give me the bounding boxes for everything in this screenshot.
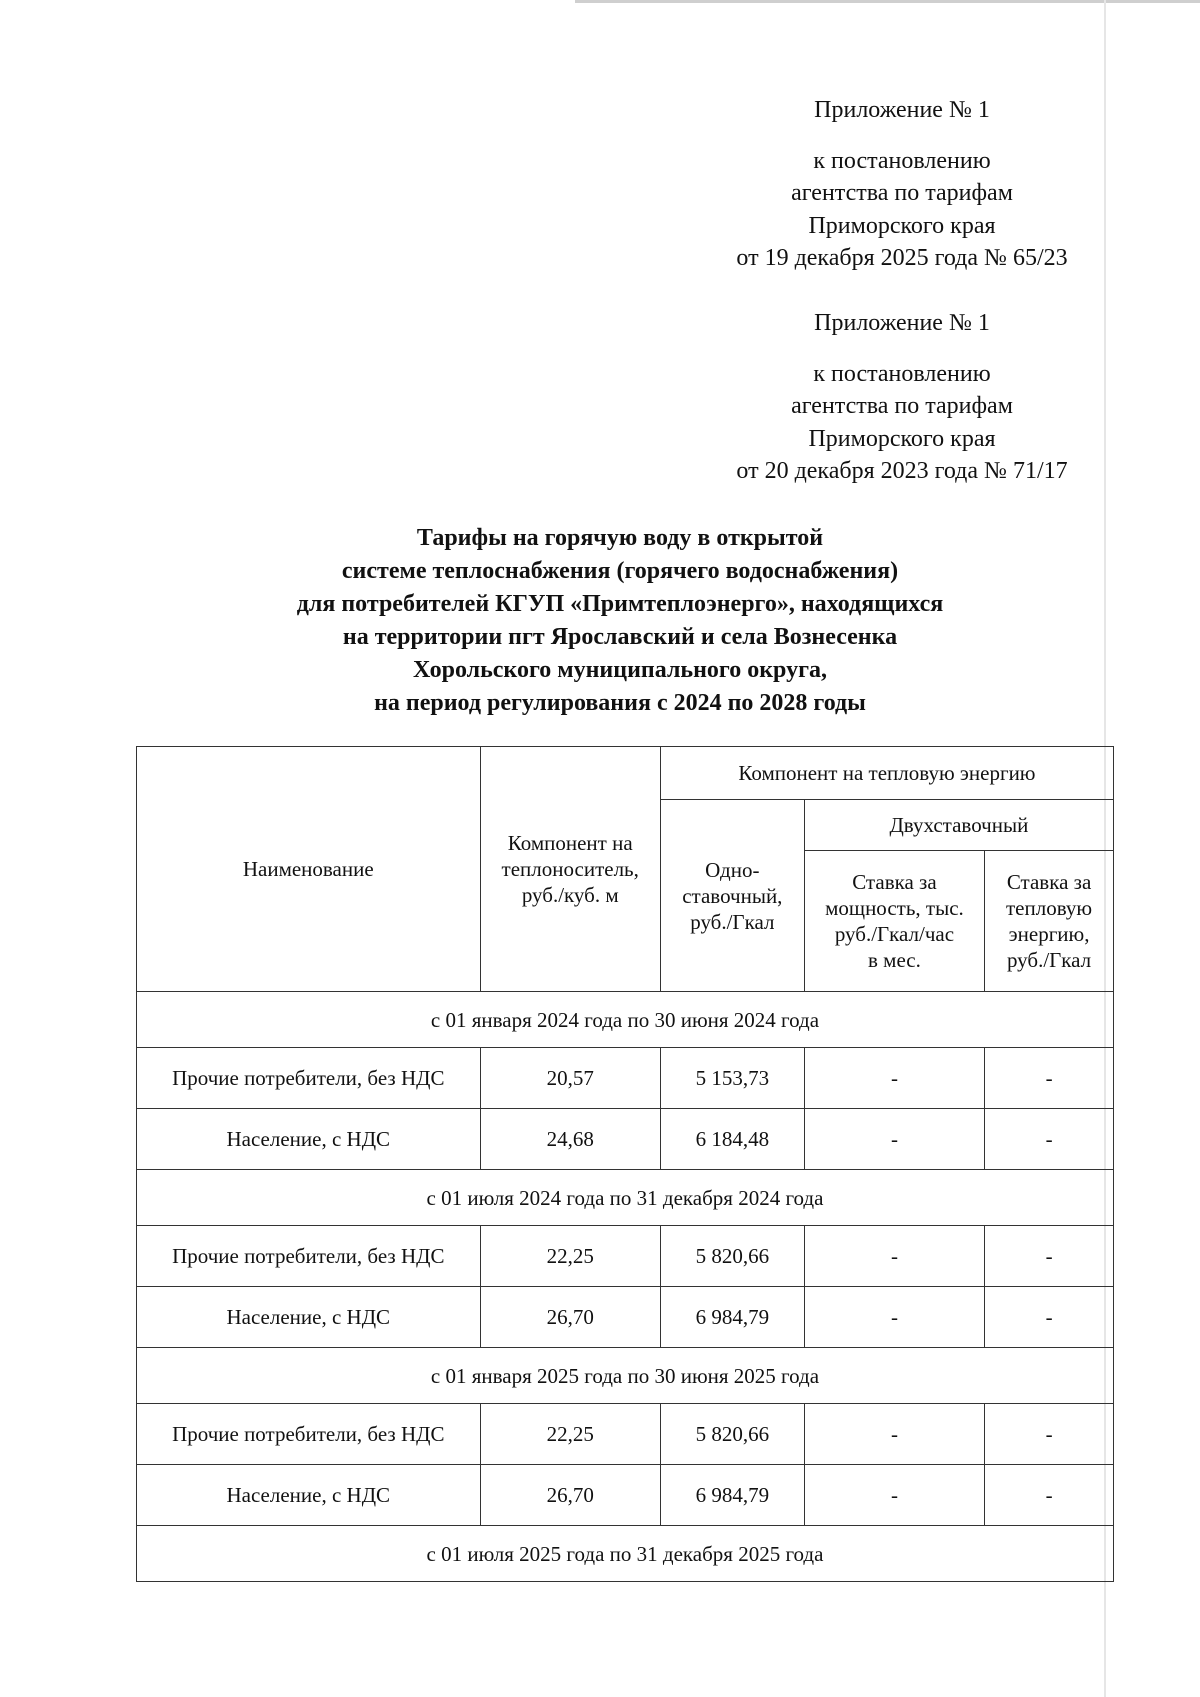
header-heat-line: энергию,: [1008, 922, 1090, 946]
period-label: с 01 июля 2024 года по 31 декабря 2024 года: [137, 1170, 1114, 1226]
row-name: Прочие потребители, без НДС: [137, 1048, 481, 1109]
header-power-rate: [804, 851, 984, 992]
header-heat-rate: [985, 851, 1114, 992]
title-line: системе теплоснабжения (горячего водоснабжения): [341, 558, 899, 584]
row-name: Прочие потребители, без НДС: [137, 1226, 481, 1287]
header-single-line: Одно-: [705, 857, 760, 882]
table-row: [137, 1109, 1114, 1170]
table-row: [137, 1226, 1114, 1287]
period-label: с 01 июля 2025 года по 31 декабря 2025 года: [137, 1526, 1114, 1582]
header-name: Наименование: [137, 747, 481, 992]
header-single-line: руб./Гкал: [690, 909, 775, 934]
document-title: [130, 522, 1110, 720]
row-carrier: 22,25: [480, 1226, 660, 1287]
period-row: [137, 992, 1114, 1048]
header-heat-line: тепловую: [1006, 896, 1093, 920]
table-header: [137, 747, 1114, 992]
row-power: -: [804, 1404, 984, 1465]
header-heat-line: Ставка за: [1006, 870, 1092, 894]
row-single: 5 153,73: [660, 1048, 804, 1109]
table-row: [137, 1404, 1114, 1465]
row-power: -: [804, 1109, 984, 1170]
row-heat: -: [985, 1404, 1114, 1465]
header-carrier-line: руб./куб. м: [521, 883, 619, 907]
header-single-rate: [660, 800, 804, 992]
header-carrier-line: теплоноситель,: [501, 857, 639, 881]
appendix-title: Приложение № 1: [814, 97, 990, 123]
row-power: -: [804, 1465, 984, 1526]
row-heat: -: [985, 1048, 1114, 1109]
row-carrier: 26,70: [480, 1465, 660, 1526]
row-single: 6 984,79: [660, 1287, 804, 1348]
title-line: на период регулирования с 2024 по 2028 годы: [374, 690, 866, 716]
row-name: Население, с НДС: [137, 1109, 481, 1170]
header-heat-line: руб./Гкал: [1006, 948, 1092, 972]
tariff-table: [136, 746, 1114, 1582]
appendix-block-2: [692, 307, 1112, 488]
table-row: [137, 1287, 1114, 1348]
row-single: 6 184,48: [660, 1109, 804, 1170]
table-row: [137, 1465, 1114, 1526]
appendix-line: агентства по тарифам: [791, 393, 1013, 419]
table-row: [137, 1048, 1114, 1109]
period-label: с 01 января 2025 года по 30 июня 2025 года: [137, 1348, 1114, 1404]
row-heat: -: [985, 1287, 1114, 1348]
title-line: на территории пгт Ярославский и села Вознесенка: [342, 624, 898, 650]
row-single: 5 820,66: [660, 1226, 804, 1287]
appendix-line: агентства по тарифам: [791, 180, 1013, 206]
header-power-line: мощность, тыс.: [825, 896, 964, 920]
title-line: Хорольского муниципального округа,: [413, 657, 827, 683]
appendix-line: от 19 декабря 2025 года № 65/23: [736, 245, 1068, 271]
header-power-line: руб./Гкал/час: [834, 922, 955, 946]
header-row: [137, 747, 1114, 800]
row-heat: -: [985, 1109, 1114, 1170]
row-single: 6 984,79: [660, 1465, 804, 1526]
row-single: 5 820,66: [660, 1404, 804, 1465]
scan-edge-top: [575, 0, 1200, 3]
title-line: Тарифы на горячую воду в открытой: [416, 525, 824, 551]
appendix-line: Приморского края: [808, 425, 996, 452]
row-power: -: [804, 1287, 984, 1348]
appendix-line: от 20 декабря 2023 года № 71/17: [736, 458, 1068, 484]
appendix-block-1: [692, 94, 1112, 275]
period-row: [137, 1348, 1114, 1404]
period-row: [137, 1170, 1114, 1226]
header-power-line: Ставка за: [852, 870, 937, 894]
header-carrier-line: Компонент на: [507, 831, 633, 855]
header-heat-component: Компонент на тепловую энергию: [660, 747, 1113, 800]
title-line: для потребителей КГУП «Примтеплоэнерго», находящихся: [296, 591, 944, 617]
row-name: Население, с НДС: [137, 1465, 481, 1526]
appendix-title: Приложение № 1: [814, 310, 990, 336]
appendix-line: к постановлению: [813, 147, 991, 174]
appendix-line: к постановлению: [813, 360, 991, 387]
row-carrier: 26,70: [480, 1287, 660, 1348]
header-power-line: в мес.: [868, 948, 921, 972]
row-carrier: 24,68: [480, 1109, 660, 1170]
row-name: Население, с НДС: [137, 1287, 481, 1348]
row-carrier: 22,25: [480, 1404, 660, 1465]
period-row: [137, 1526, 1114, 1582]
header-single-line: ставочный,: [682, 883, 783, 908]
table-body: [137, 992, 1114, 1582]
appendix-line: Приморского края: [808, 212, 996, 239]
row-heat: -: [985, 1226, 1114, 1287]
header-two-rate: Двухставочный: [804, 800, 1113, 851]
row-name: Прочие потребители, без НДС: [137, 1404, 481, 1465]
row-power: -: [804, 1226, 984, 1287]
period-label: с 01 января 2024 года по 30 июня 2024 года: [137, 992, 1114, 1048]
row-power: -: [804, 1048, 984, 1109]
row-carrier: 20,57: [480, 1048, 660, 1109]
row-heat: -: [985, 1465, 1114, 1526]
header-carrier: [480, 747, 660, 992]
